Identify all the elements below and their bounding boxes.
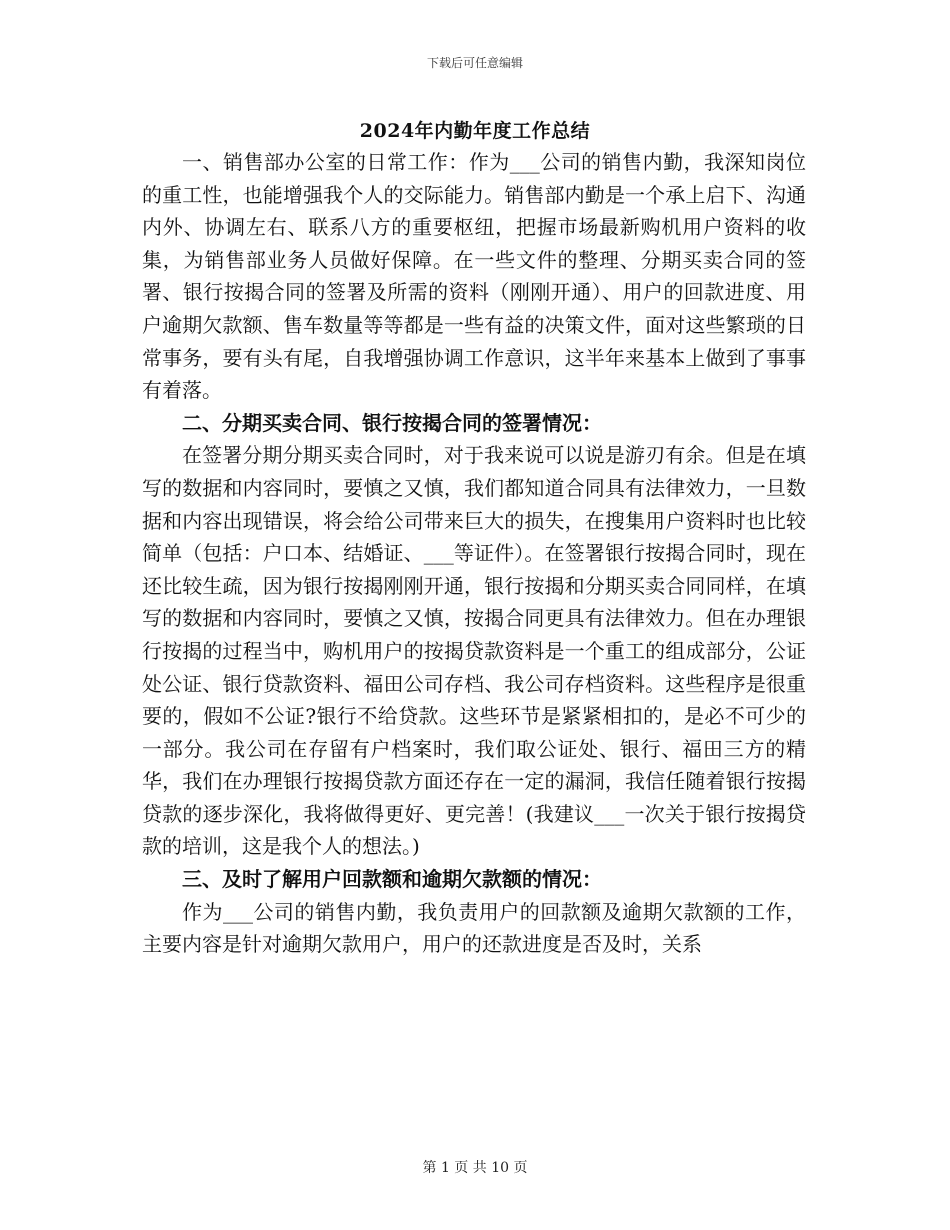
paragraph-contracts: 在签署分期分期买卖合同时，对于我来说可以说是游刃有余。但是在填写的数据和内容同时，要慎之又慎，我们都知道合同具有法律效力，一旦数据和内容出现错误，将会给公司带来巨大的损失，在搜集用户资料时也比较简单（包括：户口本、结婚证、___等证件）。在签署银行按揭合同时，现在还比较生疏，因为银行按揭刚刚开通，银行按揭和分期买卖合同同样，在填写的数据和内容同时，要慎之又慎，按揭合同更具有法律效力。但在办理银行按揭的过程当中，购机用户的按揭贷款资料是一个重工的组成部分，公证处公证、银行贷款资料、福田公司存档、我公司存档资料。这些程序是很重要的，假如不公证?银行不给贷款。这些环节是紧紧相扣的，是必不可少的一部分。我公司在存留有户档案时，我们取公证处、银行、福田三方的精华，我们在办理银行按揭贷款方面还存在一定的漏洞，我信任随着银行按揭贷款的逐步深化，我将做得更好、更完善！(我建议___一次关于银行按揭贷款的培训，这是我个人的想法。) (142, 443, 806, 859)
header-note: 下载后可任意编辑 (426, 56, 523, 70)
document-body (142, 146, 806, 961)
page-footer: 第 1 页 共 10 页 (422, 1160, 528, 1176)
document-title: 2024年内勤年度工作总结 (359, 120, 591, 142)
paragraph-daily-work: 一、销售部办公室的日常工作：作为___公司的销售内勤，我深知岗位的重工性，也能增强我个人的交际能力。销售部内勤是一个承上启下、沟通内外、协调左右、联系八方的重要枢纽，把握市场最新购机用户资料的收集，为销售部业务人员做好保障。在一些文件的整理、分期买卖合同的签署、银行按揭合同的签署及所需的资料（刚刚开通）、用户的回款进度、用户逾期欠款额、售车数量等等都是一些有益的决策文件，面对这些繁琐的日常事务，要有头有尾，自我增强协调工作意识，这半年来基本上做到了事事有着落。 (142, 150, 806, 403)
section-heading-contracts: 二、分期买卖合同、银行按揭合同的签署情况： (182, 410, 602, 435)
section-heading-payments: 三、及时了解用户回款额和逾期欠款额的情况： (182, 867, 602, 892)
paragraph-payments: 作为___公司的销售内勤，我负责用户的回款额及逾期欠款额的工作，主要内容是针对逾期欠款用户，用户的还款进度是否及时，关系 (142, 899, 806, 957)
